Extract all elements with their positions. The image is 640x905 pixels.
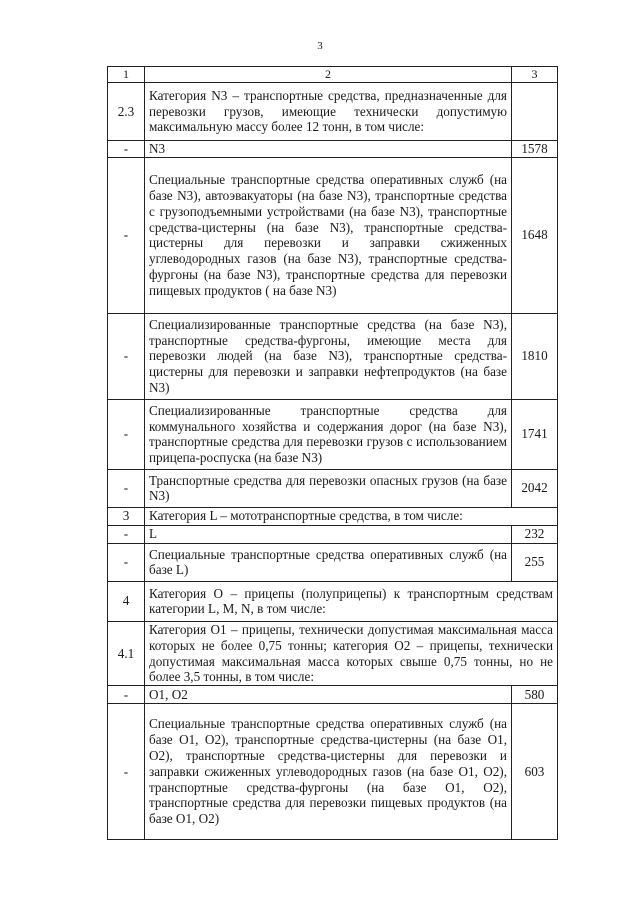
header-col-3: 3 [512, 67, 558, 83]
row-number: - [108, 313, 145, 399]
table-row [108, 704, 558, 840]
table-row [108, 507, 558, 525]
table-row [108, 581, 558, 621]
page-number: 3 [317, 40, 323, 52]
row-value: 1741 [512, 399, 558, 469]
row-number: - [108, 141, 145, 158]
row-value: 1810 [512, 313, 558, 399]
header-col-2: 2 [145, 67, 512, 83]
header-col-1: 1 [108, 67, 145, 83]
table-row [108, 469, 558, 507]
row-value: 255 [512, 543, 558, 581]
row-value: 580 [512, 686, 558, 704]
row-value: 1578 [512, 141, 558, 158]
row-value: 232 [512, 525, 558, 543]
row-number: 3 [108, 507, 145, 525]
table-row [108, 525, 558, 543]
row-number: - [108, 525, 145, 543]
row-description: Специальные транспортные средства оперативных служб (на базе L) [145, 543, 512, 581]
table-header-row [108, 67, 558, 83]
row-description: Специализированные транспортные средства (на базе N3), транспортные средства-фургоны, имеющие места для перевозки людей (на базе N3), транспортные средства-цистерны для перевозки и заправки нефтепродуктов (на базе N3) [145, 313, 512, 399]
table-row [108, 543, 558, 581]
table-row [108, 157, 558, 313]
row-description: Специальные транспортные средства оперативных служб (на базе N3), автоэвакуаторы (на базе N3), транспортные средства с грузоподъемными устройствами (на базе N3), транспортные средства-цистерны (на базе N3), транспортные средства-цистерны для перевозки и заправки сжиженных углеводородных газов (на базе N3), транспортные средства-фургоны (на базе N3), транспортные средства для перевозки пищевых продуктов ( на базе N3) [145, 157, 512, 313]
row-description: Специальные транспортные средства оперативных служб (на базе O1, O2), транспортные средства-цистерны (на базе O1, O2), транспортные средства-цистерны для перевозки и заправки сжиженных углеводородных газов (на базе O1, O2), транспортные средства-фургоны (на базе O1, O2), транспортные средства для перевозки пищевых продуктов (на базе O1, O2) [145, 704, 512, 840]
row-description: L [145, 525, 512, 543]
row-description: Категория O – прицепы (полуприцепы) к транспортным средствам категории L, M, N, в том числе: [145, 581, 558, 621]
row-value: 603 [512, 704, 558, 840]
row-number: - [108, 704, 145, 840]
row-number: - [108, 686, 145, 704]
row-value: 1648 [512, 157, 558, 313]
table-row [108, 313, 558, 399]
row-description: Категория L – мототранспортные средства, в том числе: [145, 507, 558, 525]
row-number: - [108, 399, 145, 469]
table-row [108, 686, 558, 704]
row-value: 2042 [512, 469, 558, 507]
row-description: Категория N3 – транспортные средства, предназначенные для перевозки грузов, имеющие технически допустимую максимальную массу более 12 тонн, в том числе: [145, 83, 512, 141]
tariff-table [107, 66, 558, 840]
table-row [108, 621, 558, 685]
table-row [108, 141, 558, 158]
row-number: - [108, 469, 145, 507]
row-description: N3 [145, 141, 512, 158]
row-description: Категория O1 – прицепы, технически допустимая максимальная масса которых не более 0,75 тонны; категория O2 – прицепы, технически допустимая максимальная масса которых свыше 0,75 тонны, но не более 3,5 тонны, в том числе: [145, 621, 558, 685]
row-description: O1, O2 [145, 686, 512, 704]
row-description: Специализированные транспортные средства для коммунального хозяйства и содержания дорог (на базе N3), транспортные средства для перевозки грузов с использованием прицепа-роспуска (на базе N3) [145, 399, 512, 469]
table-row [108, 399, 558, 469]
row-number: - [108, 157, 145, 313]
row-number: 2.3 [108, 83, 145, 141]
row-value [512, 83, 558, 141]
row-number: 4.1 [108, 621, 145, 685]
row-number: - [108, 543, 145, 581]
row-number: 4 [108, 581, 145, 621]
table-row [108, 83, 558, 141]
row-description: Транспортные средства для перевозки опасных грузов (на базе N3) [145, 469, 512, 507]
